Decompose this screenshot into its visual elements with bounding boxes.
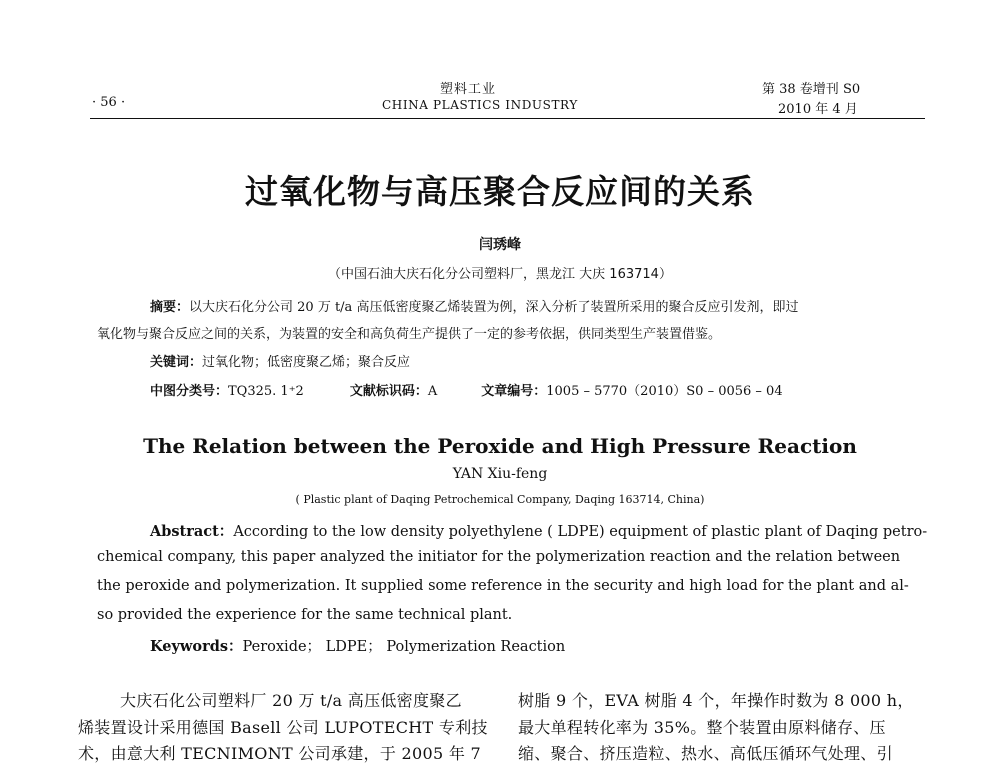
keywords-en-label: Keywords： — [150, 638, 243, 655]
article-no-label: 文章编号： — [481, 384, 547, 399]
abstract-en-label: Abstract： — [150, 523, 234, 540]
body-line: 树脂 9 个，EVA 树脂 4 个，年操作时数为 8 000 h， — [518, 691, 914, 710]
affiliation-cn: （中国石油大庆石化分公司塑料厂，黑龙江 大庆 163714） — [328, 267, 672, 282]
doc-code-label: 文献标识码： — [349, 384, 428, 399]
keywords-en-text: Peroxide； LDPE； Polymerization Reaction — [242, 639, 566, 655]
header-divider — [90, 118, 925, 119]
keywords-cn — [150, 351, 410, 370]
classification-line — [150, 380, 783, 399]
body-line: 术，由意大利 TECNIMONT 公司承建，于 2005 年 7 — [78, 744, 482, 763]
author-en: YAN Xiu-feng — [452, 466, 548, 482]
abstract-en-line: the peroxide and polymerization. It supplied some reference in the security and high load for the plant and al- — [97, 578, 909, 594]
page-number: · 56 · — [92, 95, 126, 110]
keywords-cn-label: 关键词： — [150, 355, 203, 370]
abstract-cn-label: 摘要： — [150, 300, 190, 315]
body-line: 烯装置设计采用德国 Basell 公司 LUPOTECHT 专利技 — [78, 718, 488, 737]
abstract-cn-line: 摘要：以大庆石化分公司 20 万 t/a 高压低密度聚乙烯装置为例，深入分析了装置所采用的聚合反应引发剂，即过 — [150, 300, 799, 315]
body-line: 大庆石化公司塑料厂 20 万 t/a 高压低密度聚乙 — [120, 691, 462, 710]
body-line: 最大单程转化率为 35%。整个装置由原料储存、压 — [518, 718, 886, 737]
article-title-en: The Relation between the Peroxide and High Pressure Reaction — [143, 434, 857, 458]
clc-value: TQ325. 1⁺2 — [228, 384, 304, 399]
journal-name-cn: 塑料工业 — [440, 82, 497, 97]
abstract-cn-line: 氧化物与聚合反应之间的关系，为装置的安全和高负荷生产提供了一定的参考依据，供同类型生产装置借鉴。 — [97, 327, 722, 342]
clc-label: 中图分类号： — [150, 384, 229, 399]
keywords-cn-text: 过氧化物；低密度聚乙烯；聚合反应 — [202, 355, 411, 370]
volume-issue: 第 38 卷增刊 S0 — [762, 82, 861, 97]
author-cn: 闫琇峰 — [479, 237, 521, 253]
article-title-cn: 过氧化物与高压聚合反应间的关系 — [245, 172, 755, 211]
journal-name-en: CHINA PLASTICS INDUSTRY — [382, 98, 578, 112]
doc-code-value: A — [427, 384, 438, 399]
body-line: 缩、聚合、挤压造粒、热水、高低压循环气处理、引 — [518, 744, 893, 763]
issue-date: 2010 年 4 月 — [778, 102, 858, 117]
keywords-en — [150, 635, 565, 656]
abstract-en-line: Abstract：According to the low density polyethylene ( LDPE) equipment of plastic plant of Daqing petro- — [150, 523, 928, 540]
abstract-en-line: so provided the experience for the same technical plant. — [97, 607, 513, 623]
article-no-value: 1005 – 5770（2010）S0 – 0056 – 04 — [546, 384, 783, 399]
abstract-en-line: chemical company, this paper analyzed the initiator for the polymerization reaction and the relation between — [97, 549, 901, 565]
affiliation-en: ( Plastic plant of Daqing Petrochemical Company, Daqing 163714, China) — [295, 493, 705, 506]
